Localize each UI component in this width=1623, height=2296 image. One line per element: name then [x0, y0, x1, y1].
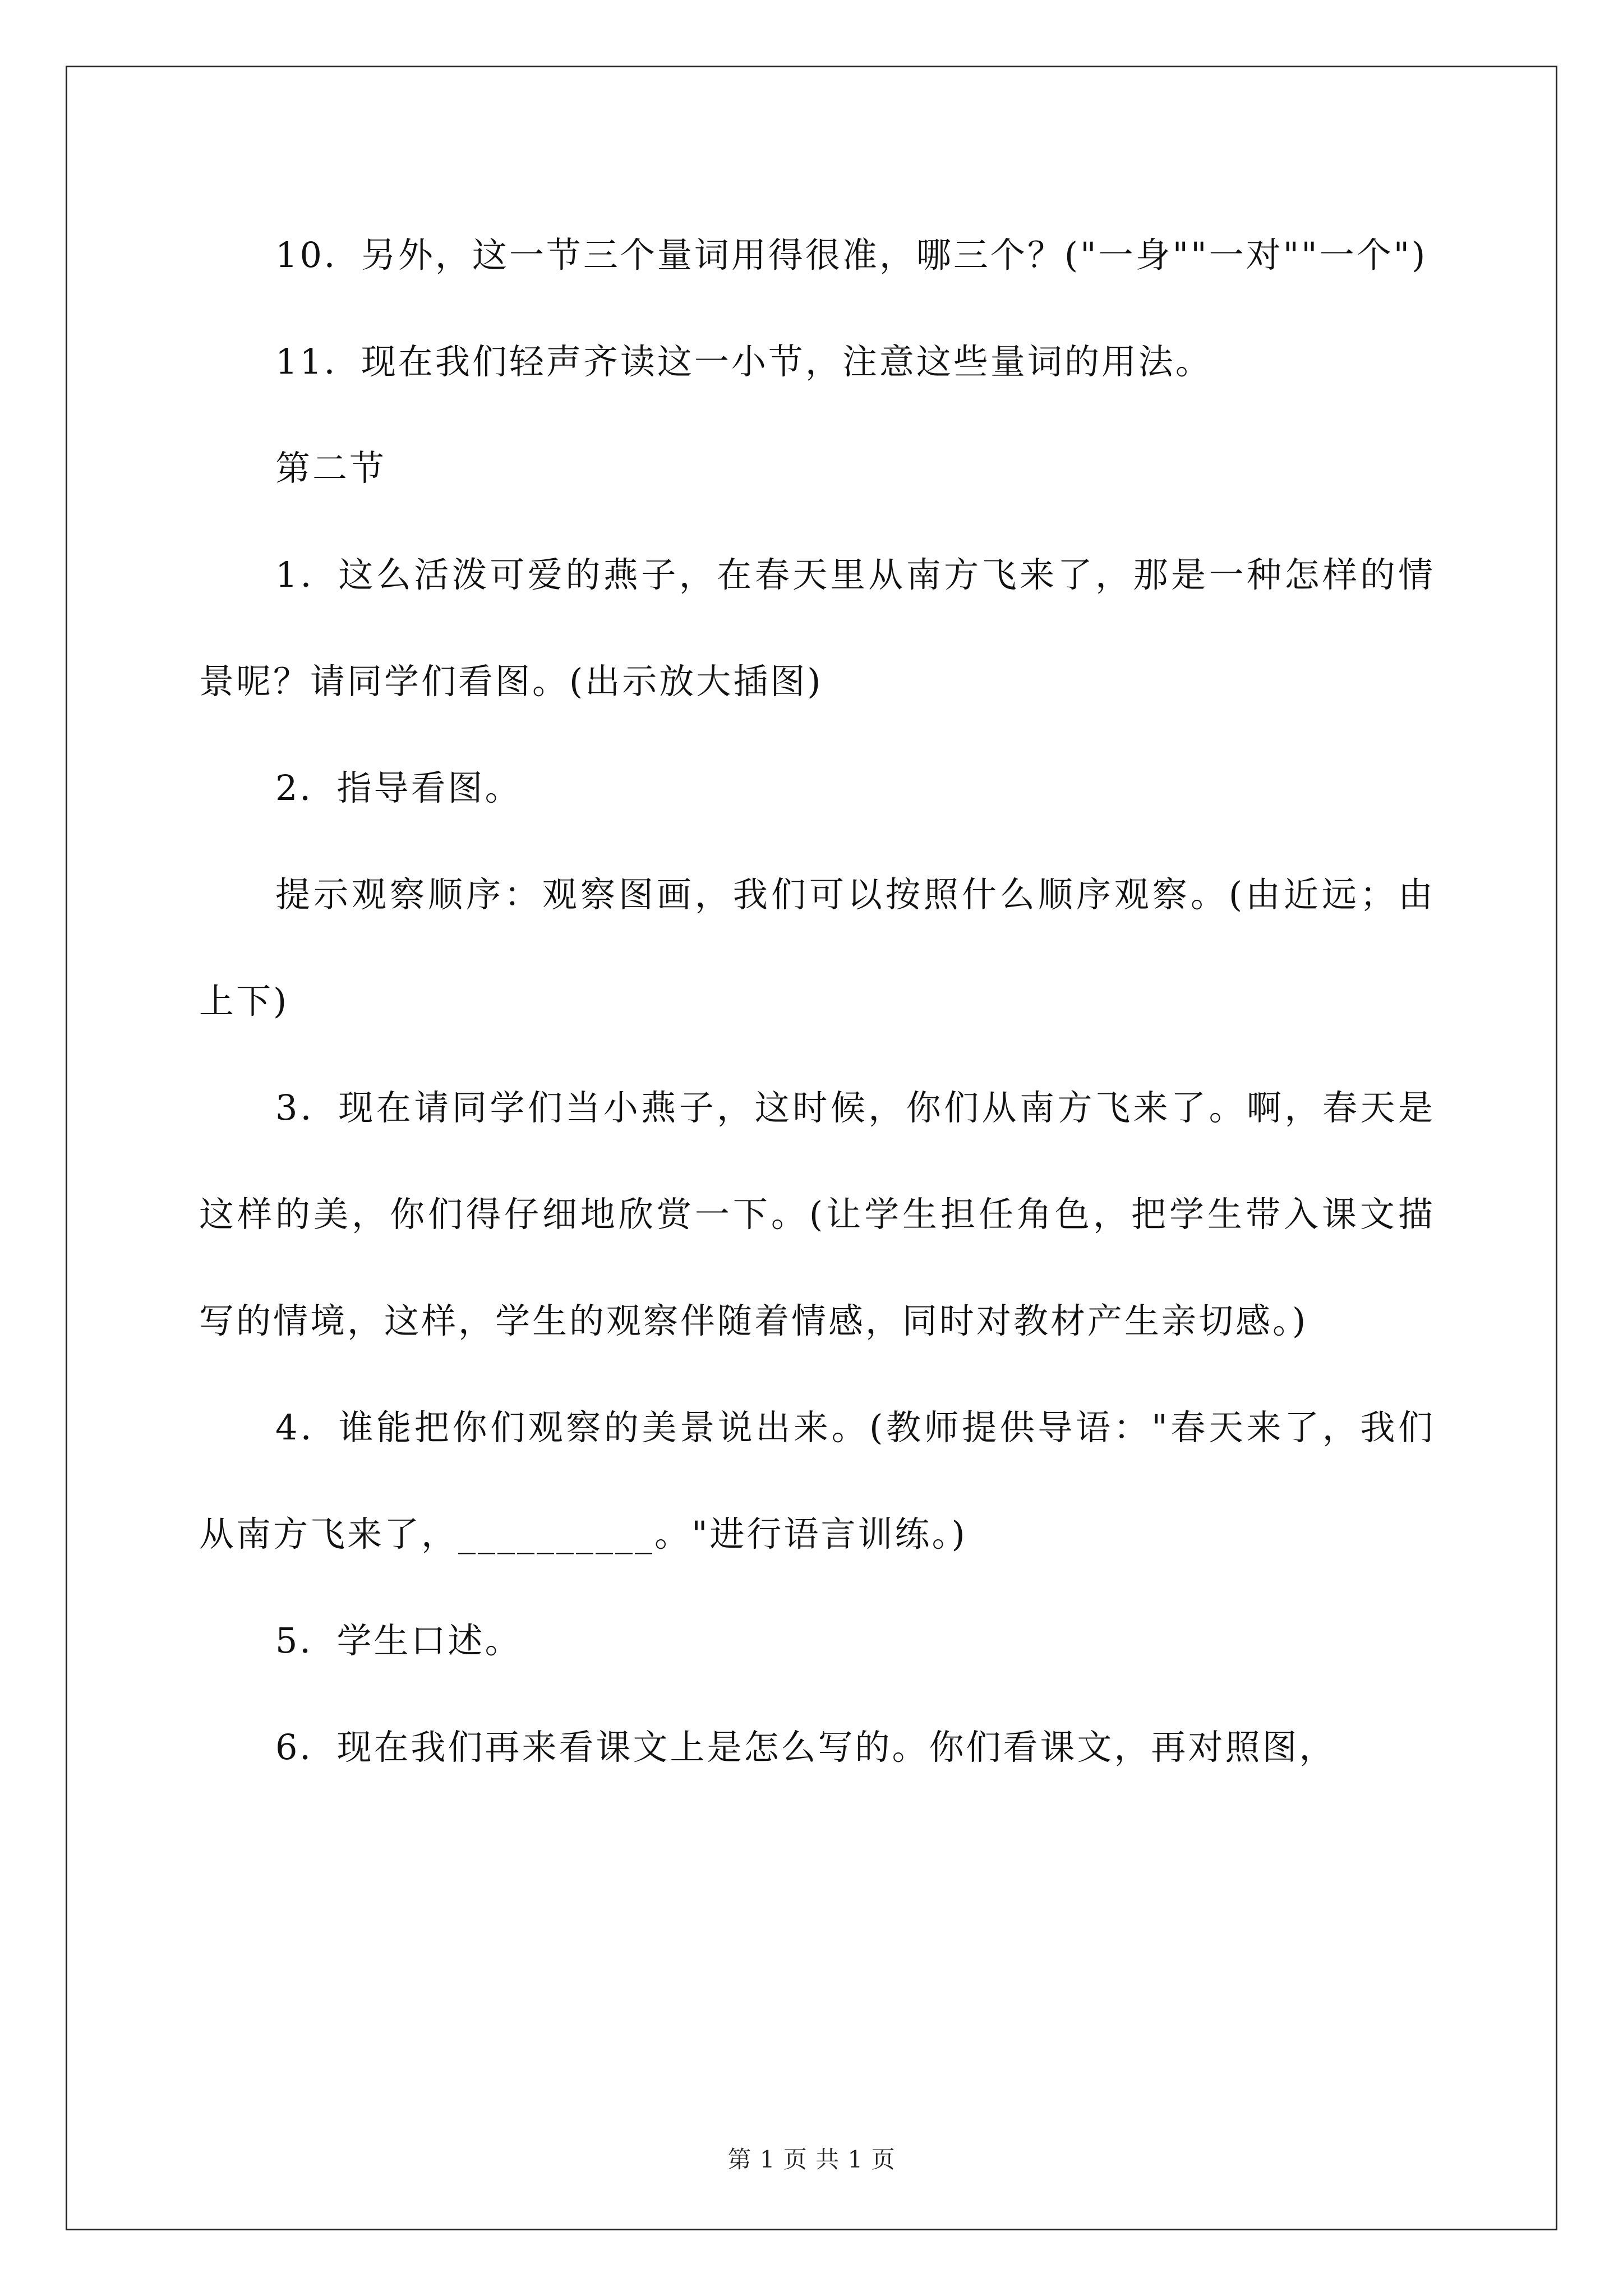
paragraph-step-2: 2．指导看图。 — [275, 767, 522, 808]
paragraph-step-1: 1．这么活泼可爱的燕子，在春天里从南方飞来了，那是一种怎样的情景呢？请同学们看图。(出示放大插图) — [199, 554, 1435, 702]
section-heading: 第二节 — [275, 448, 387, 489]
paragraph-step-3: 3．现在请同学们当小燕子，这时候，你们从南方飞来了。啊，春天是这样的美，你们得仔细地欣赏一下。(让学生担任角色，把学生带入课文描写的情境，这样，学生的观察伴随着情感，同时对教材产生亲切感。) — [199, 1087, 1435, 1341]
document-body — [199, 202, 1435, 1801]
paragraph-step-5: 5．学生口述。 — [275, 1620, 522, 1661]
paragraph-step-6: 6．现在我们再来看课文上是怎么写的。你们看课文，再对照图， — [275, 1727, 1336, 1768]
paragraph-step-4: 4．谁能把你们观察的美景说出来。(教师提供导语："春天来了，我们从南方飞来了，__________。"进行语言训练。) — [199, 1407, 1435, 1554]
paragraph-q11: 11．现在我们轻声齐读这一小节，注意这些量词的用法。 — [275, 341, 1212, 382]
paragraph-q10: 10．另外，这一节三个量词用得很准，哪三个？("一身""一对""一个") — [275, 234, 1428, 275]
paragraph-observation-hint: 提示观察顺序：观察图画，我们可以按照什么顺序观察。(由近远；由上下) — [199, 874, 1435, 1022]
page-footer: 第 1 页 共 1 页 — [727, 2146, 896, 2173]
